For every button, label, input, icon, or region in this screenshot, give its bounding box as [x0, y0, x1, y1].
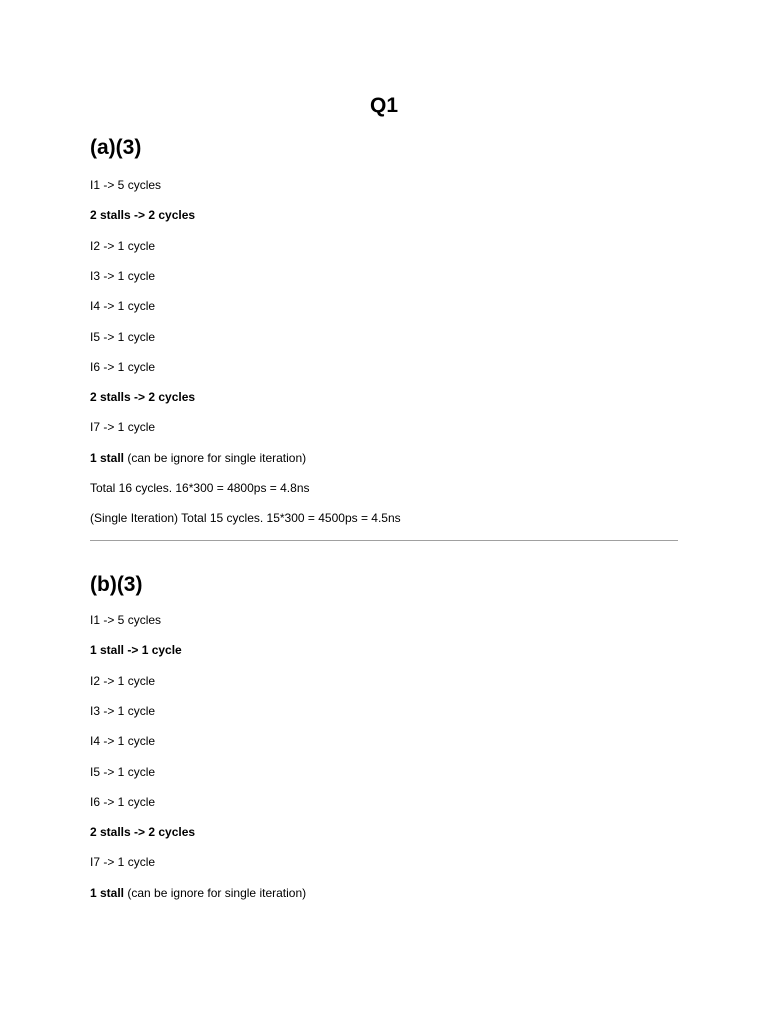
section-divider	[90, 540, 678, 541]
text-line	[90, 329, 155, 345]
text-line	[90, 419, 155, 435]
text-line	[90, 733, 155, 749]
line-text: Total 16 cycles. 16*300 = 4800ps = 4.8ns	[90, 481, 310, 495]
line-text: I1 -> 5 cycles	[90, 178, 162, 192]
line-text: (can be ignore for single iteration)	[124, 885, 307, 900]
line-text: I4 -> 1 cycle	[90, 734, 156, 749]
text-line	[90, 389, 195, 405]
text-line	[90, 238, 155, 254]
text-line	[90, 794, 155, 810]
line-text: I3 -> 1 cycle	[90, 268, 156, 283]
text-line	[90, 510, 401, 526]
line-text: I2 -> 1 cycle	[90, 673, 156, 688]
text-line	[90, 359, 155, 375]
bold-text: 2 stalls -> 2 cycles	[90, 390, 196, 405]
line-text: I6 -> 1 cycle	[90, 794, 156, 809]
bold-text: 1 stall	[90, 450, 125, 465]
line-text: I6 -> 1 cycle	[90, 359, 156, 374]
text-line	[90, 612, 161, 628]
line-text: I3 -> 1 cycle	[90, 703, 156, 718]
line-text: I4 -> 1 cycle	[90, 299, 156, 314]
text-line	[90, 268, 155, 284]
line-text: I5 -> 1 cycle	[90, 329, 156, 344]
line-text: I7 -> 1 cycle	[90, 420, 156, 435]
line-text: I2 -> 1 cycle	[90, 238, 156, 253]
bold-text: 1 stall -> 1 cycle	[90, 643, 182, 658]
text-line	[90, 673, 155, 689]
section-a-heading: (a)(3)	[90, 136, 142, 159]
line-text: I1 -> 5 cycles	[90, 613, 162, 627]
text-line	[90, 450, 306, 466]
text-line	[90, 703, 155, 719]
text-line	[90, 764, 155, 780]
text-line	[90, 207, 195, 223]
text-line	[90, 642, 182, 658]
page-title: Q1	[369, 94, 398, 117]
line-text: I5 -> 1 cycle	[90, 764, 156, 779]
text-line	[90, 480, 310, 496]
line-text: (can be ignore for single iteration)	[124, 450, 307, 465]
section-b-heading: (b)(3)	[90, 573, 143, 596]
bold-text: 2 stalls -> 2 cycles	[90, 208, 196, 223]
line-text: I7 -> 1 cycle	[90, 855, 156, 870]
text-line	[90, 885, 306, 901]
text-line	[90, 854, 155, 870]
text-line	[90, 824, 195, 840]
text-line	[90, 298, 155, 314]
text-line	[90, 177, 161, 193]
bold-text: 2 stalls -> 2 cycles	[90, 825, 196, 840]
bold-text: 1 stall	[90, 885, 125, 900]
line-text: (Single Iteration) Total 15 cycles. 15*300 = 4500ps = 4.5ns	[90, 511, 401, 526]
